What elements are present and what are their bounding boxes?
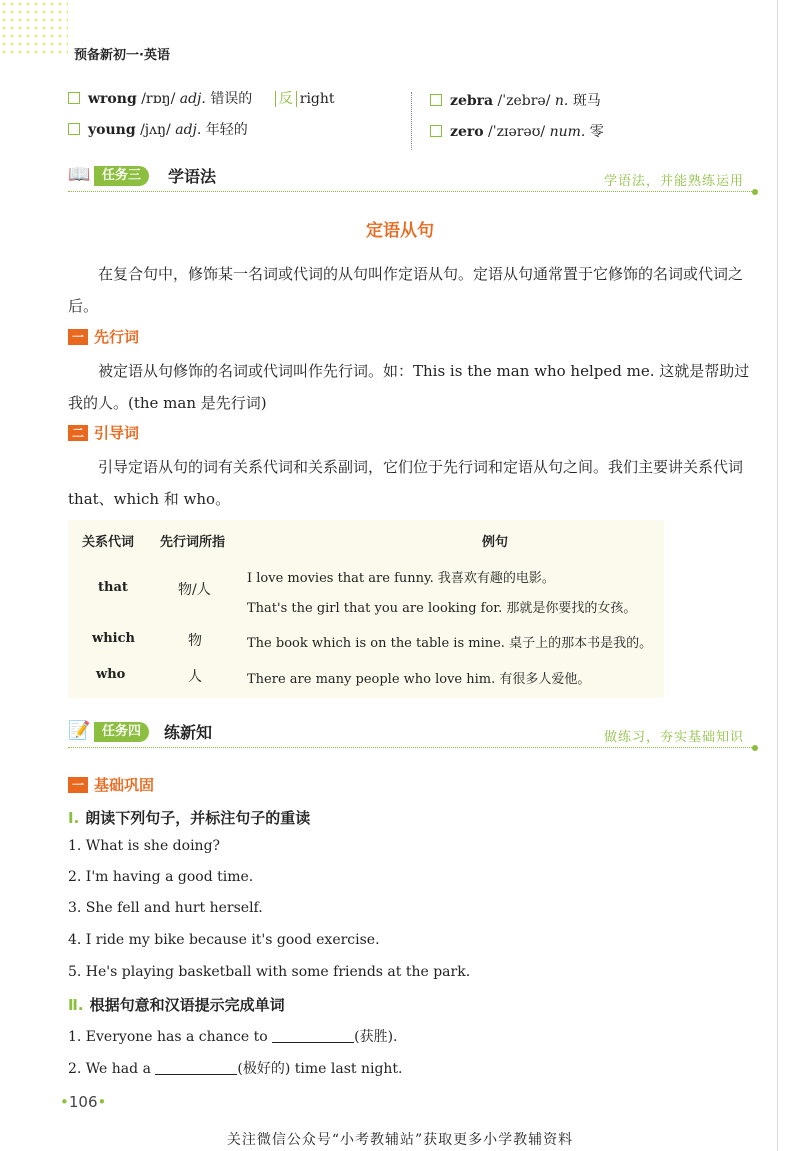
fill-blank-item: 1. Everyone has a chance to (获胜).: [68, 1029, 398, 1045]
exercise-item: 4. I ride my bike because it's good exercise.: [68, 932, 380, 948]
checkbox-icon: [68, 123, 80, 135]
dotted-rule: [68, 747, 758, 748]
vocab-divider: [411, 92, 412, 150]
table-cell: I love movies that are funny. 我喜欢有趣的电影。: [247, 571, 555, 586]
vocab-item-wrong: wrong /rɒŋ/ adj. 错误的 反 right: [68, 88, 335, 108]
exercise-item: 5. He's playing basketball with some friends at the park.: [68, 964, 471, 980]
table-cell: that: [98, 580, 128, 595]
task-tag: 任务四: [94, 722, 149, 742]
vocab-item-zero: zero /ˈzɪərəʊ/ num. 零: [430, 121, 604, 141]
number-badge: 二: [68, 425, 88, 441]
vocab-item-young: young /jʌŋ/ adj. 年轻的: [68, 119, 248, 139]
exercise-heading: Ⅱ. 根据句意和汉语提示完成单词: [68, 996, 285, 1014]
subsection-heading: 一 先行词: [68, 326, 139, 347]
footer-note: 关注微信公众号“小考教辅站”获取更多小学教辅资料: [226, 1132, 574, 1148]
exercise-item: 3. She fell and hurt herself.: [68, 900, 263, 916]
corner-dot-pattern: [0, 0, 68, 54]
table-header: 例句: [482, 535, 509, 550]
exercise-item: 2. I'm having a good time.: [68, 869, 254, 885]
section-title: 定语从句: [366, 221, 434, 241]
table-cell: 人: [188, 669, 202, 685]
book-icon: 📖: [68, 164, 91, 185]
task-tag: 任务三: [94, 166, 149, 186]
practice-heading: 一 基础巩固: [68, 774, 154, 795]
table-cell: which: [92, 631, 135, 646]
subsection-text: 引导定语从句的词有关系代词和关系副词，它们位于先行词和定语从句之间。我们主要讲关系代词 that、which 和 who。: [68, 458, 744, 508]
fill-blank-item: 2. We had a (极好的) time last night.: [68, 1061, 403, 1077]
checkbox-icon: [430, 94, 442, 106]
answer-blank[interactable]: [272, 1042, 354, 1043]
notepad-icon: 📝: [68, 720, 91, 741]
antonym-tag: 反: [275, 91, 297, 107]
table-cell: who: [96, 667, 126, 682]
checkbox-icon: [68, 92, 80, 104]
task-title: 练新知: [164, 723, 213, 742]
page-edge-rule: [777, 0, 778, 1151]
table-cell: 物/人: [178, 582, 211, 598]
answer-blank[interactable]: [155, 1074, 237, 1075]
rule-end-dot: [752, 745, 758, 751]
task-slogan: 做练习，夯实基础知识: [603, 730, 744, 745]
rule-end-dot: [752, 189, 758, 195]
task-slogan: 学语法，并能熟练运用: [603, 174, 744, 189]
grammar-intro: 在复合句中，修饰某一名词或代词的从句叫作定语从句。定语从句通常置于它修饰的名词或代词之后。: [68, 265, 744, 315]
table-cell: That's the girl that you are looking for. 那就是你要找的女孩。: [247, 601, 637, 616]
table-header: 先行词所指: [160, 535, 226, 550]
checkbox-icon: [430, 125, 442, 137]
page-number: •106•: [60, 1093, 107, 1111]
vocab-item-zebra: zebra /ˈzebrə/ n. 斑马: [430, 90, 601, 110]
number-badge: 一: [68, 329, 88, 345]
task-header-3: [68, 162, 758, 192]
table-header: 关系代词: [82, 535, 135, 550]
exercise-item: 1. What is she doing?: [68, 838, 221, 854]
number-badge: 一: [68, 777, 88, 793]
table-cell: The book which is on the table is mine. 桌子上的那本书是我的。: [247, 636, 653, 651]
task-title: 学语法: [168, 167, 217, 186]
exercise-heading: Ⅰ. 朗读下列句子，并标注句子的重读: [68, 809, 311, 827]
running-header: 预备新初一·英语: [74, 48, 170, 63]
subsection-heading: 二 引导词: [68, 422, 139, 443]
task-header-4: [68, 718, 758, 748]
table-cell: There are many people who love him. 有很多人爱他。: [247, 672, 591, 687]
table-cell: 物: [188, 633, 202, 649]
dotted-rule: [68, 191, 758, 192]
subsection-text: 被定语从句修饰的名词或代词叫作先行词。如：This is the man who helped me. 这就是帮助过我的人。(the man 是先行词): [68, 362, 750, 412]
